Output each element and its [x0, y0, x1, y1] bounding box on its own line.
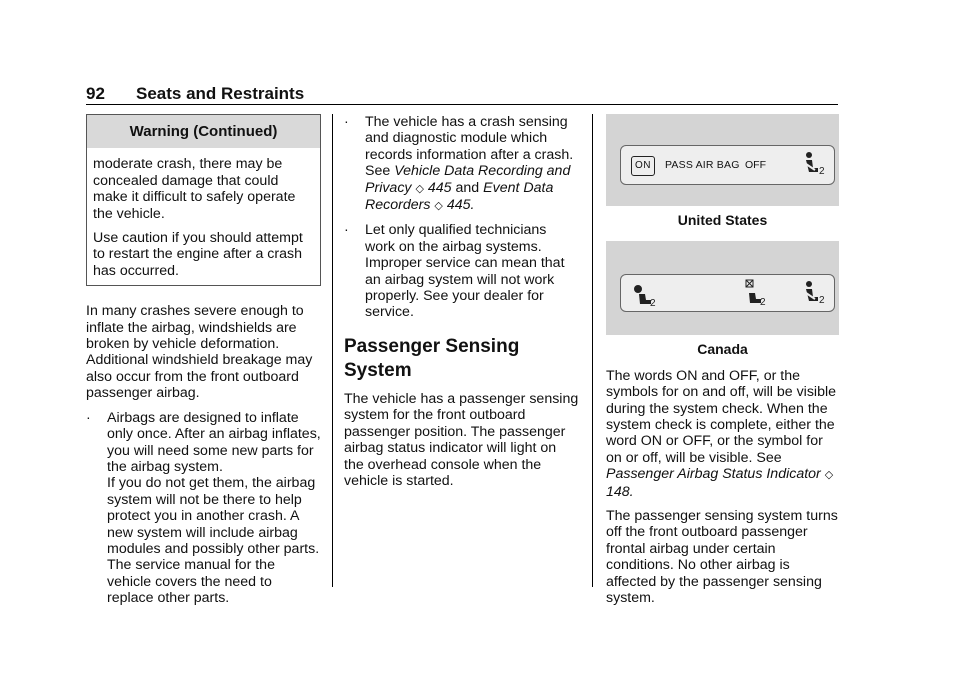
column-divider [592, 114, 593, 587]
bullet-list [344, 114, 579, 321]
column-middle [344, 114, 579, 497]
image-caption: Canada [697, 341, 748, 358]
see-label: See [365, 163, 391, 180]
page-ref-icon: ◇ [415, 182, 424, 195]
indicator-display [620, 274, 835, 312]
us-indicator-image [606, 114, 839, 206]
warning-title: Warning (Continued) [87, 115, 320, 148]
column-divider [332, 114, 333, 587]
bullet-text: The vehicle has a crash sensing and diagnostic module which records information after a crash. [365, 114, 574, 163]
body-paragraph: In many crashes severe enough to inflate the airbag, windshields are broken by vehicle deformation. Additional windshield breakage may also occur from the front outboard passenger airbag. [86, 303, 313, 402]
airbag-off-icon [799, 150, 827, 178]
list-item [344, 114, 579, 214]
body-paragraph [606, 368, 840, 500]
bullet-text: Airbags are designed to inflate only once. After an airbag inflates, you will need some new parts for the airbag system. [107, 409, 321, 475]
seat-number: 2 [650, 298, 656, 309]
off-label: OFF [745, 159, 766, 171]
paragraph-text: The words ON and OFF, or the symbols for on and off, will be visible during the system check. When the system check is complete, either the word ON or OFF, or the symbol for on or off, will be visible. See [606, 367, 836, 466]
body-paragraph: The passenger sensing system turns off the front outboard passenger frontal airbag under certain conditions. No other airbag is affected by the passenger sensing system. [606, 508, 838, 607]
bullet-text: If you do not get them, the airbag system will not be there to help protect you in another crash. A new system will include airbag modules and possibly other parts. The service manual for the vehicle covers the need to replace other parts. [107, 475, 320, 607]
page-number: 92 [86, 84, 105, 103]
bullet-text: Let only qualified technicians work on the airbag systems. Improper service can mean that an airbag system will not work properly. See your dealer for service. [365, 222, 565, 321]
page-reference[interactable]: 445 [427, 179, 452, 196]
cross-reference-link[interactable]: Passenger Airbag Status Indicator [606, 466, 821, 483]
cross-reference-link[interactable]: Vehicle Data Recording and Privacy [365, 163, 571, 196]
warning-box [86, 114, 321, 286]
page-header [86, 84, 838, 105]
pass-air-bag-label: PASS AIR BAG [665, 159, 740, 171]
page-ref-icon: ◇ [824, 469, 834, 482]
airbag-off-icon [741, 279, 771, 309]
bullet-mark: · [344, 222, 349, 239]
section-heading: Passenger Sensing System [344, 335, 520, 381]
warning-paragraph: moderate crash, there may be concealed damage that could make it difficult to safely operate the vehicle. [93, 156, 296, 222]
page-reference[interactable]: 445. [446, 197, 475, 214]
on-label: ON [631, 156, 655, 176]
list-item [86, 410, 321, 607]
airbag-on-icon [631, 280, 659, 308]
section-title: Seats and Restraints [136, 84, 305, 103]
bullet-mark: · [86, 409, 91, 426]
page-ref-icon: ◇ [434, 200, 443, 213]
seat-number: 2 [819, 166, 825, 177]
seat-number: 2 [760, 297, 766, 309]
seat-number: 2 [819, 295, 825, 307]
warning-paragraph: Use caution if you should attempt to restart the engine after a crash has occurred. [93, 230, 303, 279]
and-label: and [455, 179, 480, 196]
image-caption: United States [677, 212, 768, 228]
bullet-mark: · [344, 114, 349, 130]
canada-indicator-image [606, 241, 839, 335]
seat-belt-icon [799, 279, 827, 307]
column-right [606, 114, 840, 615]
indicator-display [620, 145, 835, 185]
cross-reference-link[interactable]: Event Data Recorders [365, 179, 554, 214]
column-left [86, 114, 321, 615]
body-paragraph: The vehicle has a passenger sensing system for the front outboard passenger position. The passenger airbag status indicator will light on the overhead console when the vehicle is started. [344, 390, 579, 489]
bullet-list [86, 410, 321, 607]
list-item [344, 222, 579, 320]
warning-body [87, 148, 320, 285]
page-reference[interactable]: 148. [606, 483, 634, 500]
